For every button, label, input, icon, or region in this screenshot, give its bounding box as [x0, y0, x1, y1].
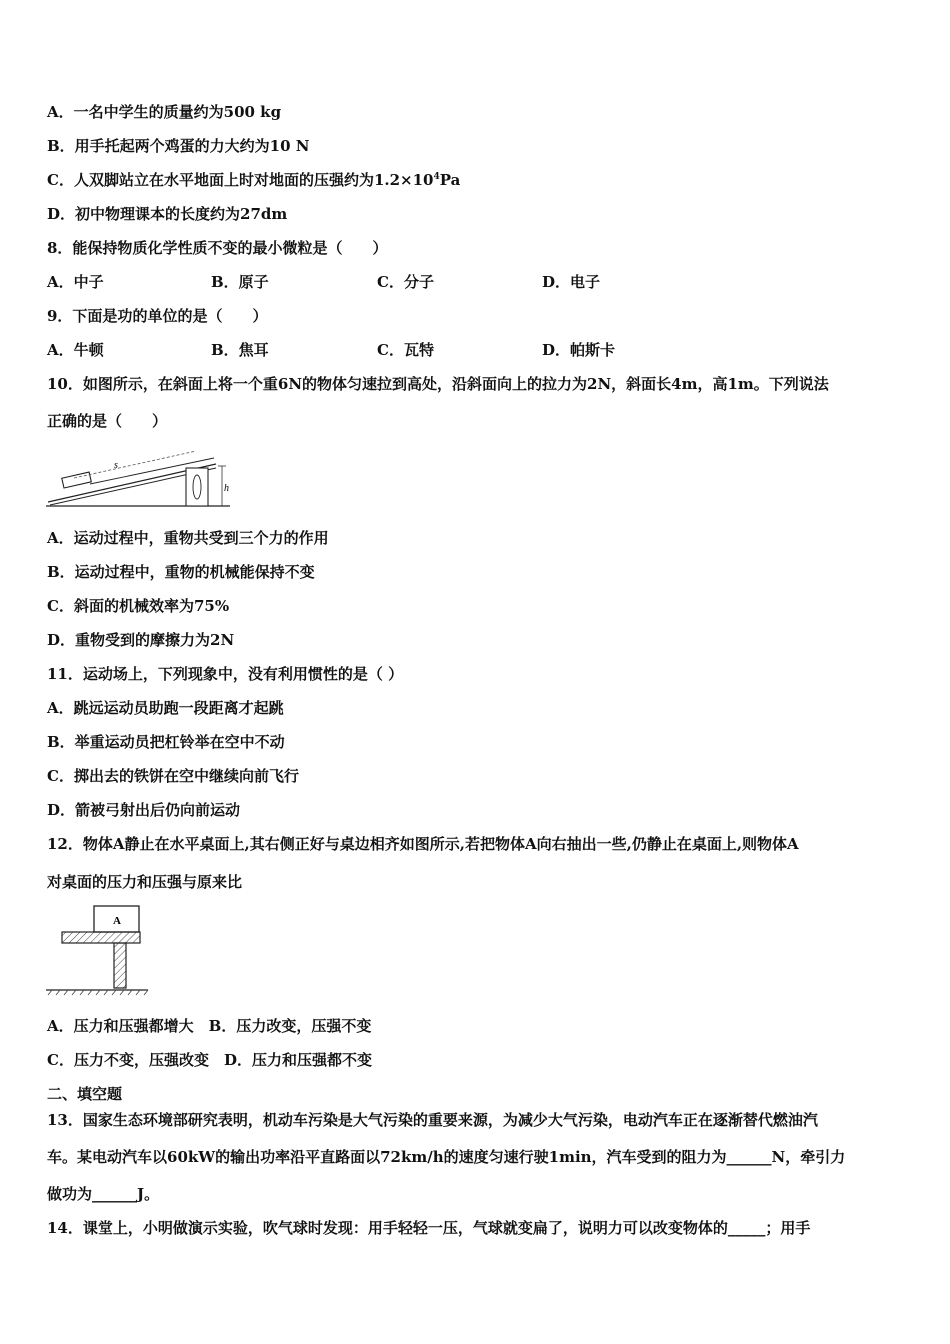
q8-option-a: A．中子 [47, 273, 104, 291]
incline-figure [44, 446, 244, 514]
q7-option-c-exponent: 4 [433, 172, 440, 182]
q9-options [47, 340, 907, 360]
q12-options-line2: C．压力不变，压强改变 D．压力和压强都不变 [47, 1051, 372, 1069]
incline-support [186, 468, 208, 506]
q12-stem-line1: 12．物体A静止在水平桌面上,其右侧正好与桌边相齐如图所示,若把物体A向右抽出一些,仍静止在桌面上,则物体A [47, 835, 799, 853]
q9-option-a: A．牛顿 [47, 341, 104, 359]
q12-options-line1: A．压力和压强都增大 B．压力改变，压强不变 [47, 1017, 372, 1035]
q12-stem-line2: 对桌面的压力和压强与原来比 [47, 873, 243, 891]
q10-stem-line1: 10．如图所示，在斜面上将一个重6N的物体匀速拉到高处，沿斜面向上的拉力为2N，斜面长4m，高1m。下列说法 [47, 375, 829, 393]
q13-line3: 做功为______J。 [47, 1185, 160, 1203]
q11-option-d: D．箭被弓射出后仍向前运动 [47, 801, 241, 819]
q13-line1: 13．国家生态环境部研究表明，机动车污染是大气污染的重要来源，为减少大气污染，电动汽车正在逐渐替代燃油汽 [47, 1111, 818, 1129]
q10-option-b: B．运动过程中，重物的机械能保持不变 [47, 563, 315, 581]
q7-option-a: A．一名中学生的质量约为500 kg [47, 103, 282, 121]
q8-stem: 8．能保持物质化学性质不变的最小微粒是（ ） [47, 239, 388, 257]
q10-stem-line2: 正确的是（ ） [47, 412, 168, 430]
length-label: s [114, 460, 118, 471]
q8-option-c: C．分子 [377, 273, 434, 291]
height-label: h [224, 483, 229, 494]
q9-option-c: C．瓦特 [377, 341, 434, 359]
incline-block [62, 472, 92, 488]
q10-option-d: D．重物受到的摩擦力为2N [47, 631, 235, 649]
q10-option-c: C．斜面的机械效率为75% [47, 597, 230, 615]
q9-option-d: D．帕斯卡 [542, 341, 616, 359]
q8-option-d: D．电子 [542, 273, 601, 291]
length-dimension [74, 451, 196, 478]
q11-stem: 11．运动场上，下列现象中，没有利用惯性的是（ ） [47, 665, 404, 683]
q13-line2: 车。某电动汽车以60kW的输出功率沿平直路面以72km/h的速度匀速行驶1min，汽车受到的阻力为______N，牵引力 [47, 1148, 846, 1166]
q7-option-c [47, 170, 460, 190]
q11-option-c: C．掷出去的铁饼在空中继续向前飞行 [47, 767, 299, 785]
floor-hatching [48, 990, 148, 995]
q8-options [47, 272, 907, 292]
table-figure [44, 904, 156, 996]
q9-option-b: B．焦耳 [211, 341, 269, 359]
q11-option-a: A．跳远运动员助跑一段距离才起跳 [47, 699, 284, 717]
q10-option-a: A．运动过程中，重物共受到三个力的作用 [47, 529, 329, 547]
q8-option-b: B．原子 [211, 273, 269, 291]
q9-stem: 9．下面是功的单位的是（ ） [47, 307, 268, 325]
q7-option-d: D．初中物理课本的长度约为27dm [47, 205, 288, 223]
q7-option-c-unit: Pa [439, 171, 461, 189]
q7-option-b: B．用手托起两个鸡蛋的力大约为10 N [47, 137, 310, 155]
q7-option-c-text: C．人双脚站立在水平地面上时对地面的压强约为1.2×10 [47, 171, 434, 189]
block-a-label: A [113, 915, 121, 927]
table-leg [114, 943, 126, 988]
table-top [62, 932, 140, 943]
q14-line1: 14．课堂上，小明做演示实验，吹气球时发现：用手轻轻一压，气球就变扁了，说明力可以改变物体的_____；用手 [47, 1219, 811, 1237]
section-heading-fill-in: 二、填空题 [47, 1085, 123, 1103]
q11-option-b: B．举重运动员把杠铃举在空中不动 [47, 733, 285, 751]
